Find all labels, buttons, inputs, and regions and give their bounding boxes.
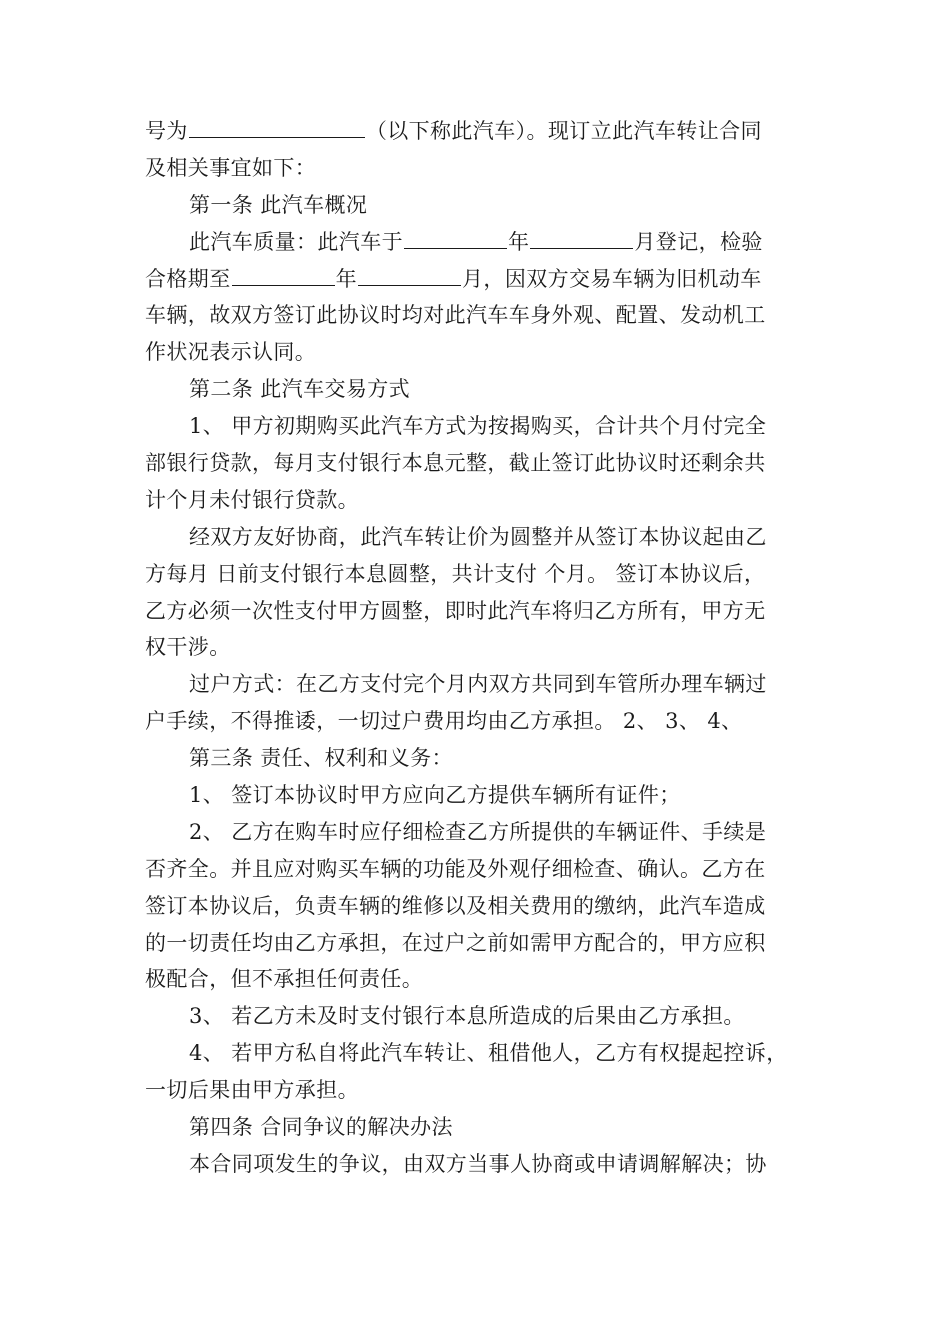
section-heading: 第三条 责任、权利和义务：	[189, 746, 453, 771]
text-line: 一切后果由甲方承担。	[145, 1078, 359, 1103]
text-line: 乙方必须一次性支付甲方圆整，即时此汽车将归乙方所有，甲方无	[145, 598, 766, 623]
fill-in-blank-inspection-month	[358, 263, 461, 286]
text-line: 3、 若乙方未及时支付银行本息所造成的后果由乙方承担。	[189, 1004, 745, 1029]
text-line: 的一切责任均由乙方承担，在过户之前如需甲方配合的，甲方应积	[145, 930, 766, 955]
section-heading: 第二条 此汽车交易方式	[189, 377, 411, 402]
text-segment: 合格期至	[145, 266, 231, 291]
text-line: 2、 乙方在购车时应仔细检查乙方所提供的车辆证件、手续是	[189, 819, 767, 844]
text-line: 计个月未付银行贷款。	[145, 487, 359, 512]
text-line: 及相关事宜如下：	[145, 155, 317, 180]
text-segment: 号为	[145, 119, 188, 143]
text-segment: 年	[335, 266, 358, 291]
text-line: 方每月 日前支付银行本息圆整，共计支付 个月。 签订本协议后，	[145, 561, 766, 586]
text-line: 户手续，不得推诿，一切过户费用均由乙方承担。 2、 3、 4、	[145, 709, 743, 734]
text-line: 车辆，故双方签订此协议时均对此汽车车身外观、配置、发动机工	[145, 303, 766, 328]
text-segment: 年	[508, 229, 530, 254]
text-line: 否齐全。并且应对购买车辆的功能及外观仔细检查、确认。乙方在	[145, 856, 766, 881]
text-line: 经双方友好协商，此汽车转让价为圆整并从签订本协议起由乙	[189, 524, 767, 549]
fill-in-blank-plate-number	[189, 115, 365, 138]
text-line	[145, 261, 815, 298]
text-line: 1、 甲方初期购买此汽车方式为按揭购买，合计共个月付完全	[189, 414, 767, 439]
contract-page	[145, 113, 815, 1183]
text-line: 极配合，但不承担任何责任。	[145, 967, 424, 992]
fill-in-blank-register-month	[530, 226, 633, 249]
text-line: 4、 若甲方私自将此汽车转让、租借他人，乙方有权提起控诉，	[189, 1041, 788, 1066]
section-heading: 第一条 此汽车概况	[189, 192, 368, 217]
section-heading: 第四条 合同争议的解决办法	[189, 1115, 453, 1140]
text-line: 本合同项发生的争议，由双方当事人协商或申请调解解决；协	[189, 1151, 767, 1176]
text-line	[145, 113, 815, 150]
fill-in-blank-register-year	[404, 226, 507, 249]
text-line: 权干涉。	[145, 635, 231, 660]
text-line: 部银行贷款，每月支付银行本息元整，截止签订此协议时还剩余共	[145, 451, 766, 476]
text-line: 作状况表示认同。	[145, 340, 317, 365]
text-line	[145, 224, 815, 261]
text-segment: 月登记，检验	[634, 229, 763, 254]
text-line: 签订本协议后，负责车辆的维修以及相关费用的缴纳，此汽车造成	[145, 893, 766, 918]
text-segment: （以下称此汽车）。现订立此汽车转让合同	[365, 119, 762, 143]
text-segment: 此汽车质量：此汽车于	[189, 229, 403, 254]
fill-in-blank-inspection-year	[232, 263, 335, 286]
text-segment: 月，因双方交易车辆为旧机动车	[462, 266, 762, 291]
text-line: 过户方式：在乙方支付完个月内双方共同到车管所办理车辆过	[189, 672, 767, 697]
text-line: 1、 签订本协议时甲方应向乙方提供车辆所有证件；	[189, 783, 681, 808]
